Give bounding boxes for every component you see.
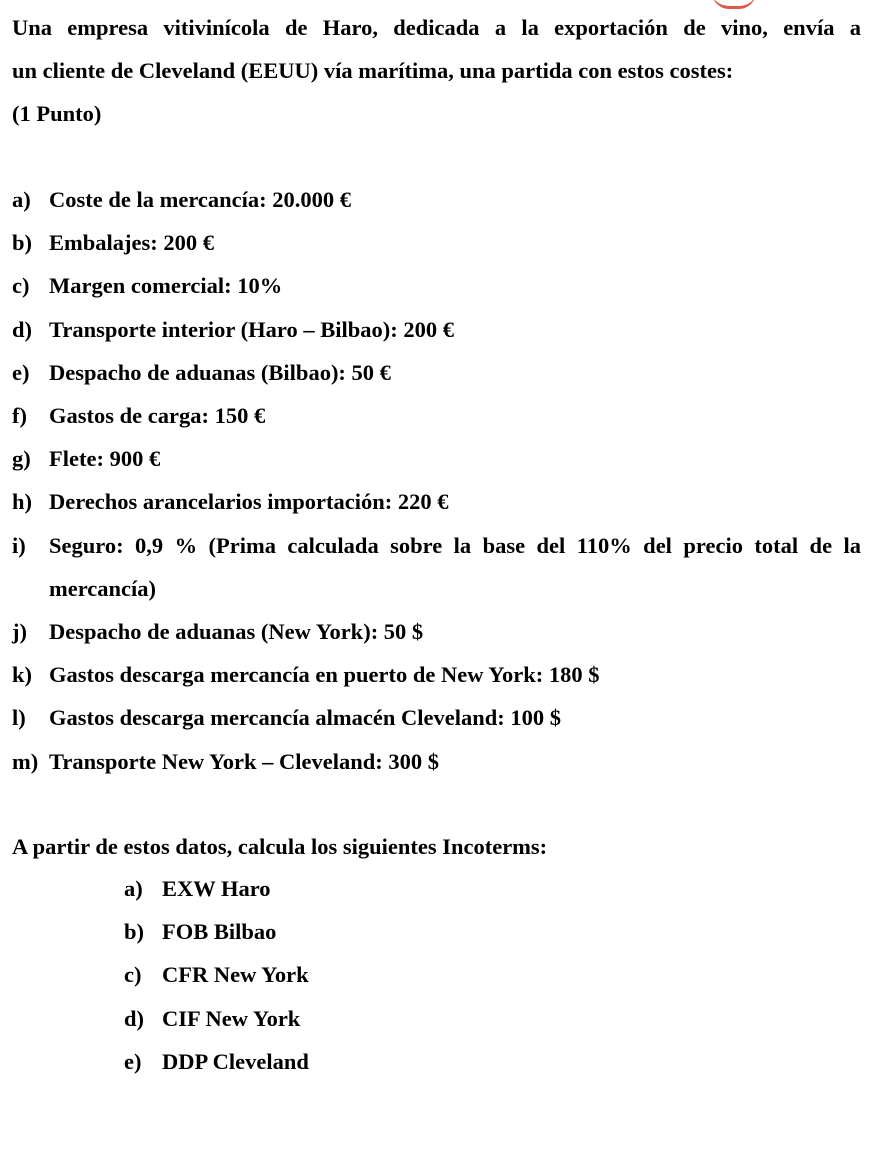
cost-item xyxy=(12,653,861,696)
item-marker: e) xyxy=(124,1048,142,1074)
item-marker: b) xyxy=(12,230,33,256)
item-marker: d) xyxy=(12,316,33,342)
incoterms-list xyxy=(124,867,309,1083)
item-marker: e) xyxy=(12,359,30,385)
item-text: Seguro: 0,9 % (Prima calculada sobre la base del 110% del precio total de la mercancía) xyxy=(49,532,861,601)
item-text: Coste de la mercancía: 20.000 € xyxy=(49,187,352,212)
cost-item xyxy=(12,178,861,221)
item-text: CFR New York xyxy=(162,962,309,988)
item-marker: g) xyxy=(12,446,31,472)
item-marker: i) xyxy=(12,532,26,558)
item-marker: l) xyxy=(12,705,26,731)
cost-item xyxy=(12,221,861,264)
incoterm-item xyxy=(124,1040,309,1083)
cost-item xyxy=(12,264,861,307)
item-text: Gastos descarga mercancía almacén Cleveland: 100 $ xyxy=(49,705,562,731)
question-prompt: A partir de estos datos, calcula los siguientes Incoterms: xyxy=(12,834,548,859)
item-marker: h) xyxy=(12,489,33,515)
cost-item xyxy=(12,437,861,480)
cost-item xyxy=(12,740,861,783)
item-text: Despacho de aduanas (New York): 50 $ xyxy=(49,619,424,645)
item-marker: a) xyxy=(124,876,143,901)
item-marker: b) xyxy=(124,919,145,945)
item-text: Gastos descarga mercancía en puerto de New York: 180 $ xyxy=(49,662,600,688)
intro-line-2: un cliente de Cleveland (EEUU) vía marítima, una partida con estos costes: xyxy=(12,58,734,83)
item-text: EXW Haro xyxy=(162,876,271,901)
cost-item xyxy=(12,394,861,437)
item-marker: m) xyxy=(12,748,39,774)
cost-item xyxy=(12,524,861,610)
intro-line-1: Una empresa vitivinícola de Haro, dedicada a la exportación de vino, envía a xyxy=(12,15,861,40)
item-marker: f) xyxy=(12,403,27,429)
item-marker: c) xyxy=(12,273,30,299)
item-text: DDP Cleveland xyxy=(162,1048,309,1074)
problem-statement xyxy=(12,6,861,135)
item-text: Transporte interior (Haro – Bilbao): 200 € xyxy=(49,316,454,342)
item-marker: c) xyxy=(124,962,142,988)
item-text: Embalajes: 200 € xyxy=(49,230,214,256)
item-text: CIF New York xyxy=(162,1005,301,1031)
points-label: (1 Punto) xyxy=(12,101,102,126)
incoterm-item xyxy=(124,867,309,910)
item-text: Gastos de carga: 150 € xyxy=(49,403,266,429)
item-text: Margen comercial: 10% xyxy=(49,273,283,299)
incoterm-item xyxy=(124,910,309,953)
item-text: Transporte New York – Cleveland: 300 $ xyxy=(49,748,439,774)
cost-item xyxy=(12,610,861,653)
cost-item xyxy=(12,480,861,523)
incoterm-item xyxy=(124,997,309,1040)
incoterm-item xyxy=(124,953,309,996)
item-marker: d) xyxy=(124,1005,145,1031)
item-text: FOB Bilbao xyxy=(162,919,277,945)
item-marker: a) xyxy=(12,187,31,212)
item-text: Flete: 900 € xyxy=(49,446,161,472)
item-text: Derechos arancelarios importación: 220 € xyxy=(49,489,449,515)
cost-item xyxy=(12,308,861,351)
cost-item xyxy=(12,696,861,739)
item-text: Despacho de aduanas (Bilbao): 50 € xyxy=(49,359,391,385)
cost-item xyxy=(12,351,861,394)
cost-list xyxy=(12,178,861,783)
item-marker: k) xyxy=(12,662,33,688)
item-marker: j) xyxy=(12,619,27,645)
